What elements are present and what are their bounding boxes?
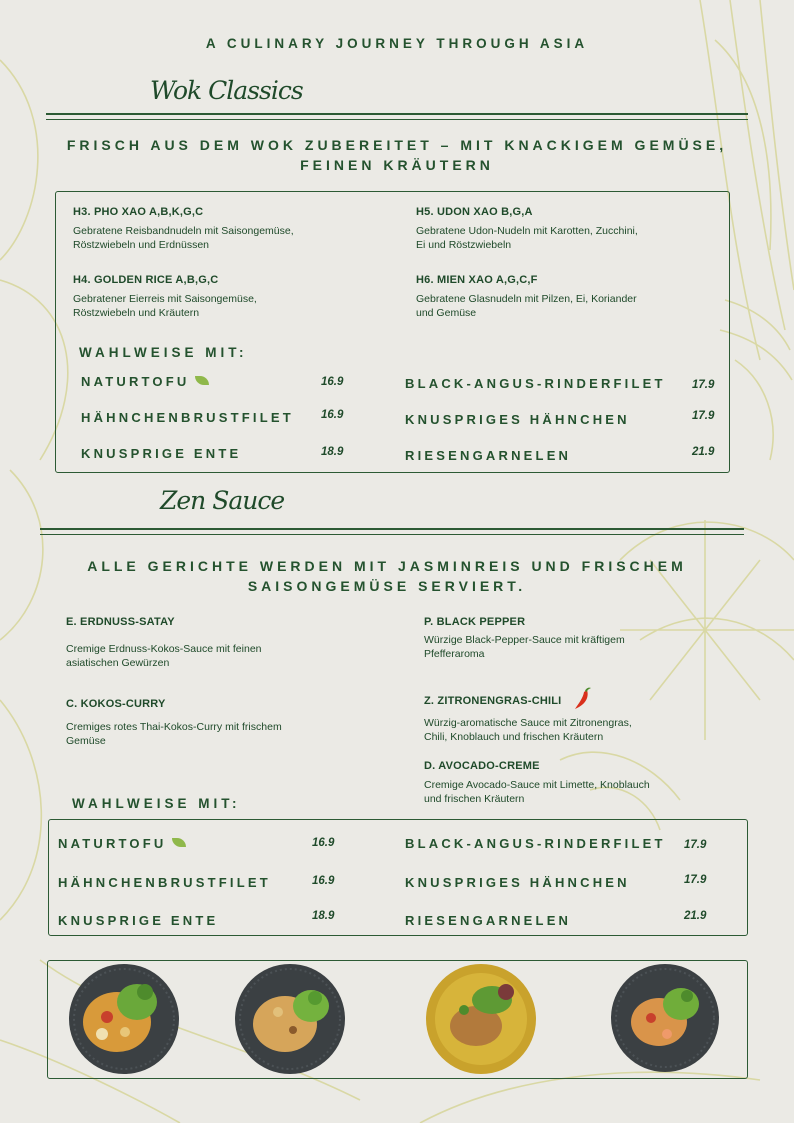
dish-description: Gebratene Glasnudeln mit Pilzen, Ei, Koriander und Gemüse — [416, 293, 637, 319]
option-name: RIESENGARNELEN — [405, 448, 572, 463]
option-name: NATURTOFU — [81, 374, 209, 389]
zen-subtitle: ALLE GERICHTE WERDEN MIT JASMINREIS UND FRISCHEM SAISONGEMÜSE SERVIERT. — [87, 558, 687, 594]
dish-item — [416, 274, 716, 320]
option-price: 16.9 — [312, 837, 335, 849]
option-price: 18.9 — [312, 910, 335, 922]
sauce-description: Würzig-aromatische Sauce mit Zitronengras, Chili, Knoblauch und frischen Kräutern — [424, 717, 632, 743]
option-name: RIESENGARNELEN — [405, 913, 572, 928]
divider-line — [40, 534, 744, 535]
sauce-item — [424, 616, 724, 661]
sauce-name: D. AVOCADO-CREME — [424, 760, 540, 772]
dish-item — [73, 206, 373, 252]
option-price: 21.9 — [684, 910, 707, 922]
divider-line — [40, 528, 744, 530]
sauce-item — [424, 686, 724, 744]
divider-line — [46, 113, 748, 115]
dish-photo-plate — [424, 962, 538, 1076]
option-name: KNUSPRIGE ENTE — [58, 913, 219, 928]
dish-photo-plate — [233, 962, 347, 1076]
option-name: BLACK-ANGUS-RINDERFILET — [405, 836, 666, 851]
option-name: KNUSPRIGE ENTE — [81, 446, 242, 461]
divider-line — [46, 119, 748, 120]
option-price: 17.9 — [684, 839, 707, 851]
dish-description: Gebratener Eierreis mit Saisongemüse, Röstzwiebeln und Kräutern — [73, 293, 257, 319]
option-price: 16.9 — [321, 409, 344, 421]
choice-label: WAHLWEISE MIT: — [72, 796, 241, 811]
dish-name: H4. GOLDEN RICE A,B,G,C — [73, 274, 219, 286]
sauce-name: E. ERDNUSS-SATAY — [66, 616, 175, 628]
sauce-item — [424, 760, 724, 806]
dish-description: Gebratene Udon-Nudeln mit Karotten, Zucchini, Ei und Röstzwiebeln — [416, 225, 638, 251]
option-price: 17.9 — [692, 410, 715, 422]
dish-photo-plate — [609, 962, 721, 1074]
dish-name: H3. PHO XAO A,B,K,G,C — [73, 206, 204, 218]
sauce-item — [66, 616, 366, 670]
dish-item — [416, 206, 716, 252]
sauce-description: Würzige Black-Pepper-Sauce mit kräftigem Pfefferaroma — [424, 634, 625, 660]
sauce-name: P. BLACK PEPPER — [424, 616, 526, 628]
sauce-description: Cremige Erdnuss-Kokos-Sauce mit feinen asiatischen Gewürzen — [66, 643, 262, 669]
option-name: KNUSPRIGES HÄHNCHEN — [405, 412, 630, 427]
option-price: 21.9 — [692, 446, 715, 458]
option-name: HÄHNCHENBRUSTFILET — [81, 410, 294, 425]
wok-subtitle: FRISCH AUS DEM WOK ZUBEREITET – MIT KNACKIGEM GEMÜSE, FEINEN KRÄUTERN — [66, 137, 728, 173]
tagline: A CULINARY JOURNEY THROUGH ASIA — [205, 36, 589, 51]
sauce-description: Cremiges rotes Thai-Kokos-Curry mit frischem Gemüse — [66, 721, 282, 747]
dish-item — [73, 274, 373, 320]
option-price: 16.9 — [321, 376, 344, 388]
option-price: 17.9 — [684, 874, 707, 886]
option-name: NATURTOFU — [58, 836, 186, 851]
sauce-name: C. KOKOS-CURRY — [66, 698, 166, 710]
leaf-icon — [172, 838, 186, 847]
wok-classics-title: Wok Classics — [150, 76, 303, 105]
choice-label: WAHLWEISE MIT: — [79, 345, 248, 360]
dish-name: H5. UDON XAO B,G,A — [416, 206, 533, 218]
dish-photo-plate — [67, 962, 181, 1076]
chili-icon — [569, 686, 595, 712]
dish-description: Gebratene Reisbandnudeln mit Saisongemüse, Röstzwiebeln und Erdnüssen — [73, 225, 294, 251]
option-price: 16.9 — [312, 875, 335, 887]
option-name: BLACK-ANGUS-RINDERFILET — [405, 376, 666, 391]
leaf-icon — [195, 376, 209, 385]
sauce-item — [66, 698, 366, 748]
dish-name: H6. MIEN XAO A,G,C,F — [416, 274, 538, 286]
option-price: 17.9 — [692, 379, 715, 391]
option-price: 18.9 — [321, 446, 344, 458]
sauce-description: Cremige Avocado-Sauce mit Limette, Knoblauch und frischen Kräutern — [424, 779, 650, 805]
sauce-name: Z. ZITRONENGRAS-CHILI — [424, 686, 724, 712]
zen-sauce-title: Zen Sauce — [160, 486, 285, 515]
option-name: KNUSPRIGES HÄHNCHEN — [405, 875, 630, 890]
option-name: HÄHNCHENBRUSTFILET — [58, 875, 271, 890]
